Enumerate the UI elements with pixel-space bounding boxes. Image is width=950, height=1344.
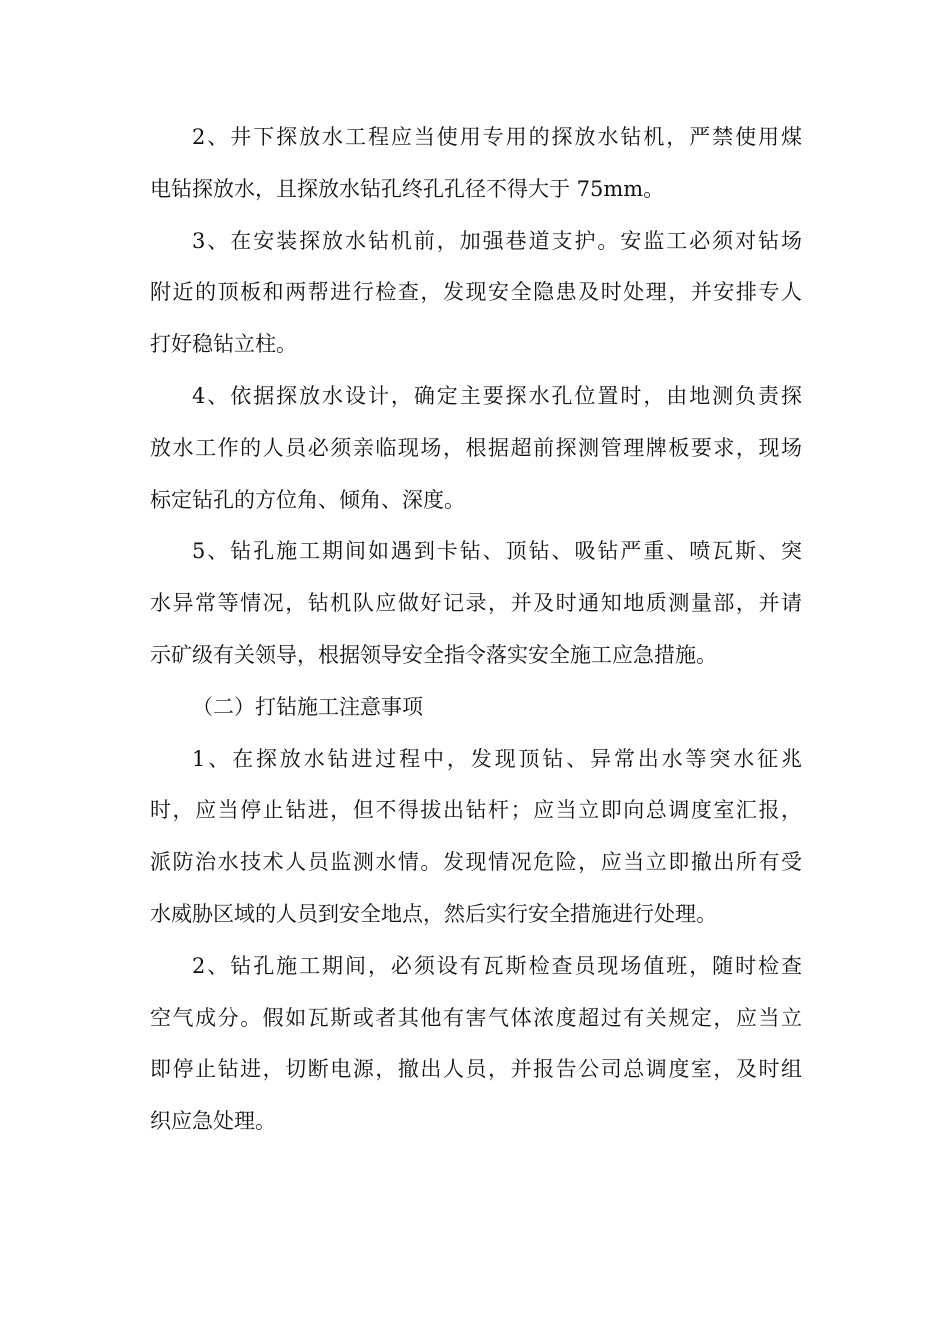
paragraph-line: 水异常等情况，钻机队应做好记录，并及时通知地质测量部，并请 xyxy=(150,591,802,616)
paragraph-line: 织应急处理。 xyxy=(150,1109,276,1134)
paragraph-line: 示矿级有关领导，根据领导安全指令落实安全施工应急措施。 xyxy=(150,642,717,667)
document-body xyxy=(150,112,802,1148)
paragraph-line: 附近的顶板和两帮进行检查，发现安全隐患及时处理，并安排专人 xyxy=(150,280,802,305)
paragraph-item-3 xyxy=(150,216,802,371)
paragraph-line: 打好稳钻立柱。 xyxy=(150,332,297,357)
paragraph-line: 1、在探放水钻进过程中，发现顶钻、异常出水等突水征兆 xyxy=(192,746,802,771)
section-heading: （二）打钻施工注意事项 xyxy=(192,694,423,719)
paragraph-line: 3、在安装探放水钻机前，加强巷道支护。安监工必须对钻场 xyxy=(192,228,802,253)
paragraph-item-q1 xyxy=(150,734,802,941)
paragraph-line: 标定钻孔的方位角、倾角、深度。 xyxy=(150,487,465,512)
paragraph-line: 电钻探放水，且探放水钻孔终孔孔径不得大于 75mm。 xyxy=(150,176,665,201)
paragraph-line: 即停止钻进，切断电源，撤出人员，并报告公司总调度室，及时组 xyxy=(150,1057,802,1082)
paragraph-line: 时，应当停止钻进，但不得拔出钻杆；应当立即向总调度室汇报， xyxy=(150,798,802,823)
paragraph-line: 5、钻孔施工期间如遇到卡钻、顶钻、吸钻严重、喷瓦斯、突 xyxy=(192,539,802,564)
paragraph-line: 放水工作的人员必须亲临现场，根据超前探测管理牌板要求，现场 xyxy=(150,435,802,460)
paragraph-item-q2 xyxy=(150,941,802,1148)
paragraph-line: 2、井下探放水工程应当使用专用的探放水钻机，严禁使用煤 xyxy=(192,125,802,149)
paragraph-item-2 xyxy=(150,112,802,216)
paragraph-line: 2、钻孔施工期间，必须设有瓦斯检查员现场值班，随时检查 xyxy=(192,953,802,978)
paragraph-line: 水威胁区域的人员到安全地点，然后实行安全措施进行处理。 xyxy=(150,901,717,926)
paragraph-item-4 xyxy=(150,371,802,526)
paragraph-item-5 xyxy=(150,526,802,681)
paragraph-line: 空气成分。假如瓦斯或者其他有害气体浓度超过有关规定，应当立 xyxy=(150,1005,802,1030)
paragraph-line: 派防治水技术人员监测水情。发现情况危险，应当立即撤出所有受 xyxy=(150,850,802,875)
paragraph-line: 4、依据探放水设计，确定主要探水孔位置时，由地测负责探 xyxy=(192,383,802,408)
